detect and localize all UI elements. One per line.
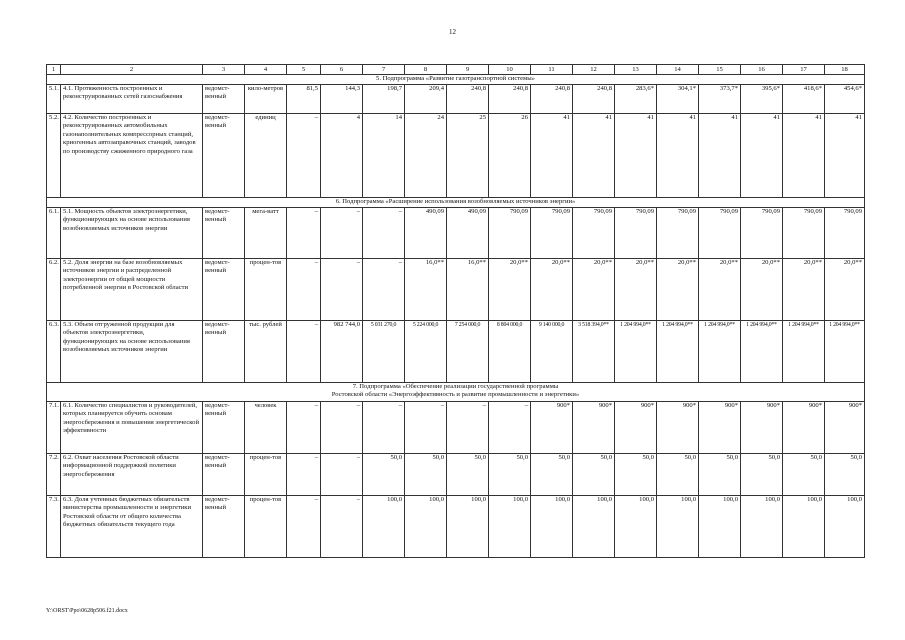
value-cell: 900* [699, 402, 741, 454]
column-number: 9 [447, 65, 489, 75]
table-row [47, 114, 865, 198]
table-row [47, 454, 865, 496]
value-cell: – [489, 402, 531, 454]
data-source: ведомст-венный [203, 208, 245, 259]
value-cell: 790,09 [489, 208, 531, 259]
row-index: 6.3. [47, 321, 61, 383]
value-cell: – [363, 208, 405, 259]
indicator-name: 4.2. Количество построенных и реконструированных автомобильных газонаполнительных компрессорных станций, криогенных автозаправочных станций, заводов по производству сжиженного природного газа [61, 114, 203, 198]
value-cell: 373,7* [699, 85, 741, 114]
value-cell: – [287, 454, 321, 496]
value-cell: 5 031 270,0 [363, 321, 405, 383]
value-cell: 100,0 [447, 496, 489, 558]
value-cell: 1 204 994,0** [699, 321, 741, 383]
value-cell: 1 204 994,0** [825, 321, 865, 383]
value-cell: 20,0** [531, 259, 573, 321]
value-cell: 100,0 [783, 496, 825, 558]
value-cell: 240,8 [573, 85, 615, 114]
value-cell: 900* [657, 402, 699, 454]
value-cell: 100,0 [825, 496, 865, 558]
value-cell: – [287, 321, 321, 383]
column-number: 12 [573, 65, 615, 75]
column-number-row [47, 65, 865, 75]
data-source: ведомст-венный [203, 114, 245, 198]
value-cell: 490,09 [405, 208, 447, 259]
row-index: 6.2. [47, 259, 61, 321]
column-number: 1 [47, 65, 61, 75]
section-heading [47, 198, 865, 208]
value-cell: 41 [615, 114, 657, 198]
section-title: Ростовской области «Энергоэффективность и развитие промышленности и энергетики» [331, 391, 580, 399]
value-cell: 900* [531, 402, 573, 454]
value-cell: 900* [573, 402, 615, 454]
value-cell: 395,6* [741, 85, 783, 114]
value-cell: – [321, 454, 363, 496]
data-source: ведомст-венный [203, 259, 245, 321]
value-cell: 14 [363, 114, 405, 198]
row-index: 5.2. [47, 114, 61, 198]
value-cell: 3 518 394,0** [573, 321, 615, 383]
value-cell: 790,09 [825, 208, 865, 259]
section-heading-row [47, 198, 865, 208]
value-cell: 20,0** [489, 259, 531, 321]
value-cell: – [363, 402, 405, 454]
value-cell: 20,0** [699, 259, 741, 321]
value-cell: 240,8 [531, 85, 573, 114]
value-cell: 7 254 000,0 [447, 321, 489, 383]
value-cell: 20,0** [573, 259, 615, 321]
indicator-name: 6.1. Количество специалистов и руководителей, которых планируется обучить основам энергосбережения и повышения энергетической эффективности [61, 402, 203, 454]
value-cell: 50,0 [573, 454, 615, 496]
indicator-name: 5.1. Мощность объектов электроэнергетики, функционирующих на основе использования возобновляемых источников энергии [61, 208, 203, 259]
value-cell: 50,0 [405, 454, 447, 496]
indicator-name: 4.1. Протяженность построенных и реконструированных сетей газоснабжения [61, 85, 203, 114]
value-cell: 1 204 994,0** [657, 321, 699, 383]
value-cell: 100,0 [405, 496, 447, 558]
column-number: 17 [783, 65, 825, 75]
value-cell: 50,0 [783, 454, 825, 496]
section-heading-row [47, 75, 865, 85]
value-cell: 1 204 994,0** [783, 321, 825, 383]
value-cell: 144,3 [321, 85, 363, 114]
column-number: 14 [657, 65, 699, 75]
value-cell: 50,0 [699, 454, 741, 496]
value-cell: – [405, 402, 447, 454]
value-cell: 790,09 [615, 208, 657, 259]
value-cell: – [287, 114, 321, 198]
column-number: 10 [489, 65, 531, 75]
value-cell: 304,1* [657, 85, 699, 114]
unit: процен-тов [245, 259, 287, 321]
value-cell: 41 [825, 114, 865, 198]
row-index: 5.1. [47, 85, 61, 114]
unit: процен-тов [245, 496, 287, 558]
indicator-name: 6.2. Охват населения Ростовской области информационной поддержкой политики энергосбережения [61, 454, 203, 496]
value-cell: – [363, 259, 405, 321]
value-cell: – [287, 208, 321, 259]
value-cell: 41 [741, 114, 783, 198]
value-cell: 490,09 [447, 208, 489, 259]
value-cell: – [287, 496, 321, 558]
indicator-name: 5.2. Доля энергии на базе возобновляемых источников энергии и распределенной электроэнергии от общей мощности потребленной энергии в Ростовской области [61, 259, 203, 321]
value-cell: 25 [447, 114, 489, 198]
value-cell: – [321, 402, 363, 454]
footer-file-path: Y:\ORST\Ppo\0628p506.f21.docx [46, 608, 128, 614]
section-title: 7. Подпрограмма «Обеспечение реализации государственной программы [352, 383, 559, 390]
indicators-table [46, 64, 865, 558]
value-cell: 9 140 000,0 [531, 321, 573, 383]
value-cell: 41 [573, 114, 615, 198]
value-cell: 100,0 [489, 496, 531, 558]
value-cell: 790,09 [783, 208, 825, 259]
value-cell: 100,0 [699, 496, 741, 558]
section-title: 6. Подпрограмма «Расширение использования возобновляемых источников энергии» [335, 198, 576, 205]
value-cell: 81,5 [287, 85, 321, 114]
value-cell: 50,0 [615, 454, 657, 496]
value-cell: – [287, 402, 321, 454]
row-index: 6.1. [47, 208, 61, 259]
value-cell: – [321, 259, 363, 321]
value-cell: 20,0** [741, 259, 783, 321]
column-number: 8 [405, 65, 447, 75]
value-cell: 100,0 [657, 496, 699, 558]
value-cell: 41 [699, 114, 741, 198]
value-cell: 5 224 000,0 [405, 321, 447, 383]
value-cell: 790,09 [699, 208, 741, 259]
value-cell: 41 [531, 114, 573, 198]
unit: тыс. рублей [245, 321, 287, 383]
value-cell: 209,4 [405, 85, 447, 114]
value-cell: 20,0** [615, 259, 657, 321]
unit: мега-ватт [245, 208, 287, 259]
table-row [47, 208, 865, 259]
value-cell: 50,0 [825, 454, 865, 496]
value-cell: 198,7 [363, 85, 405, 114]
data-source: ведомст-венный [203, 321, 245, 383]
value-cell: – [447, 402, 489, 454]
value-cell: 50,0 [363, 454, 405, 496]
data-source: ведомст-венный [203, 454, 245, 496]
column-number: 4 [245, 65, 287, 75]
value-cell: 41 [657, 114, 699, 198]
column-number: 18 [825, 65, 865, 75]
value-cell: 20,0** [783, 259, 825, 321]
column-number: 3 [203, 65, 245, 75]
value-cell: 50,0 [741, 454, 783, 496]
value-cell: 900* [615, 402, 657, 454]
data-source: ведомст-венный [203, 496, 245, 558]
value-cell: 900* [741, 402, 783, 454]
value-cell: 4 [321, 114, 363, 198]
column-number: 6 [321, 65, 363, 75]
value-cell: 790,09 [741, 208, 783, 259]
value-cell: 900* [783, 402, 825, 454]
value-cell: 240,8 [489, 85, 531, 114]
indicator-name: 5.3. Объем отгруженной продукции для объектов электроэнергетики, функционирующих на основе использования возобновляемых источников энергии [61, 321, 203, 383]
value-cell: – [287, 259, 321, 321]
value-cell: 24 [405, 114, 447, 198]
row-index: 7.1. [47, 402, 61, 454]
value-cell: 100,0 [615, 496, 657, 558]
column-number: 15 [699, 65, 741, 75]
value-cell: – [321, 496, 363, 558]
value-cell: 982 744,0 [321, 321, 363, 383]
section-heading [47, 383, 865, 402]
value-cell: 100,0 [741, 496, 783, 558]
data-source: ведомст-венный [203, 85, 245, 114]
table-body [47, 65, 865, 558]
section-heading-row [47, 383, 865, 402]
value-cell: 1 204 994,0** [741, 321, 783, 383]
table-row [47, 321, 865, 383]
unit: процен-тов [245, 454, 287, 496]
value-cell: 240,8 [447, 85, 489, 114]
value-cell: 16,0** [405, 259, 447, 321]
value-cell: 50,0 [657, 454, 699, 496]
value-cell: 790,09 [531, 208, 573, 259]
value-cell: 50,0 [531, 454, 573, 496]
value-cell: 900* [825, 402, 865, 454]
value-cell: 26 [489, 114, 531, 198]
value-cell: 50,0 [447, 454, 489, 496]
value-cell: 100,0 [363, 496, 405, 558]
value-cell: 283,6* [615, 85, 657, 114]
indicator-name: 6.3. Доля учтенных бюджетных обязательств министерства промышленности и энергетики Ростовской области от общего количества бюджетных обязательств текущего года [61, 496, 203, 558]
unit: единиц [245, 114, 287, 198]
value-cell: – [321, 208, 363, 259]
value-cell: 41 [783, 114, 825, 198]
section-heading [47, 75, 865, 85]
value-cell: 20,0** [825, 259, 865, 321]
column-number: 5 [287, 65, 321, 75]
value-cell: 1 204 994,0** [615, 321, 657, 383]
unit: человек [245, 402, 287, 454]
value-cell: 8 804 000,0 [489, 321, 531, 383]
column-number: 11 [531, 65, 573, 75]
column-number: 16 [741, 65, 783, 75]
section-title: 5. Подпрограмма «Развитие газотранспортной системы» [376, 75, 535, 82]
value-cell: 100,0 [531, 496, 573, 558]
value-cell: 418,6* [783, 85, 825, 114]
value-cell: 50,0 [489, 454, 531, 496]
value-cell: 16,0** [447, 259, 489, 321]
column-number: 13 [615, 65, 657, 75]
value-cell: 790,09 [573, 208, 615, 259]
value-cell: 100,0 [573, 496, 615, 558]
unit: кило-метров [245, 85, 287, 114]
data-source: ведомст-венный [203, 402, 245, 454]
column-number: 2 [61, 65, 203, 75]
row-index: 7.3. [47, 496, 61, 558]
value-cell: 454,6* [825, 85, 865, 114]
row-index: 7.2. [47, 454, 61, 496]
table-row [47, 85, 865, 114]
value-cell: 20,0** [657, 259, 699, 321]
column-number: 7 [363, 65, 405, 75]
page-number: 12 [449, 28, 456, 36]
table-row [47, 496, 865, 558]
value-cell: 790,09 [657, 208, 699, 259]
table-row [47, 402, 865, 454]
table-row [47, 259, 865, 321]
